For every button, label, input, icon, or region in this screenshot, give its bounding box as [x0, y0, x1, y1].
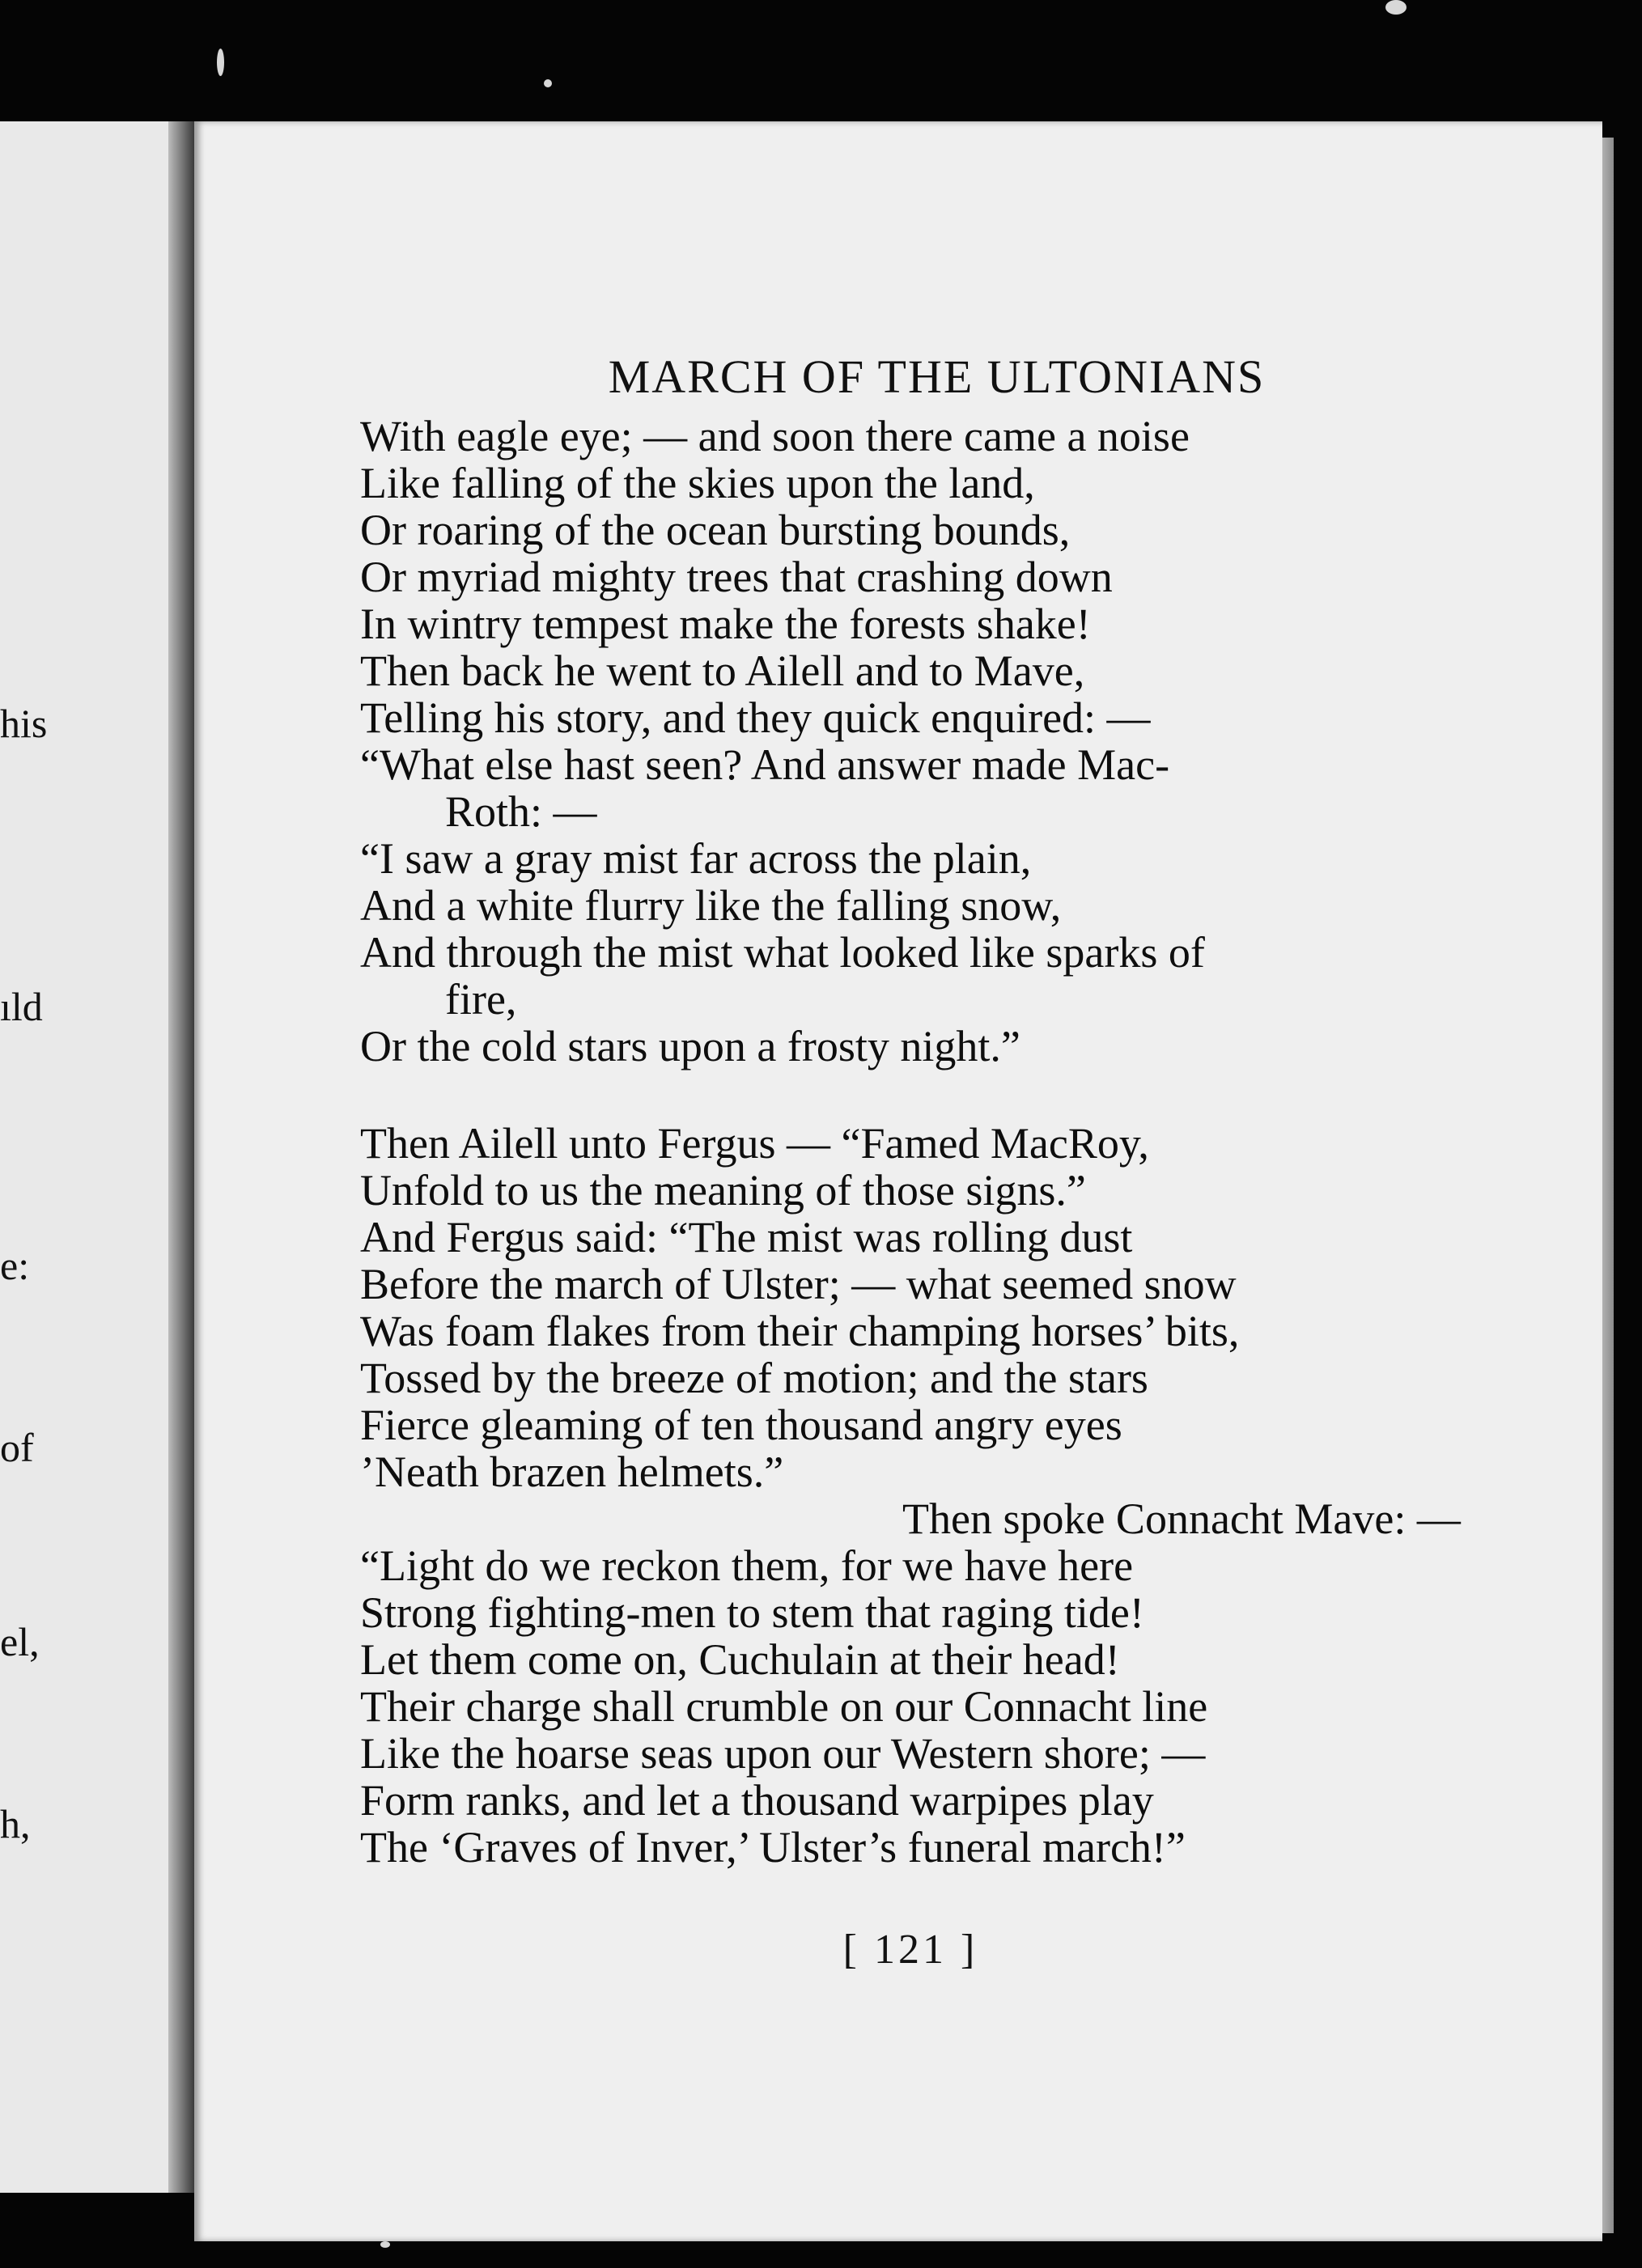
poem-text — [360, 413, 1542, 1871]
stanza-break — [360, 1070, 1542, 1120]
left-page-fragment: ıld — [0, 984, 43, 1029]
verse-line: Fierce gleaming of ten thousand angry eyes — [360, 1401, 1122, 1449]
verse-line: “Light do we reckon them, for we have here — [360, 1541, 1134, 1590]
verse-line: Like the hoarse seas upon our Western shore; — — [360, 1729, 1206, 1778]
verse-line: Their charge shall crumble on our Connacht line — [360, 1682, 1208, 1731]
verse-line: Like falling of the skies upon the land, — [360, 459, 1035, 507]
verse-line: Then back he went to Ailell and to Mave, — [360, 646, 1085, 695]
left-page-fragment: of — [0, 1425, 34, 1470]
verse-line: And through the mist what looked like sparks of — [360, 928, 1205, 977]
verse-line: Roth: — — [445, 787, 597, 836]
verse-line: Was foam flakes from their champing horses’ bits, — [360, 1307, 1240, 1355]
verse-line: Telling his story, and they quick enquired: — — [360, 693, 1151, 742]
page-number: [ 121 ] — [842, 1927, 978, 1973]
previous-page — [0, 121, 187, 2193]
left-page-fragment: e: — [0, 1243, 30, 1288]
verse-line: Form ranks, and let a thousand warpipes play — [360, 1776, 1154, 1825]
verse-line: Strong fighting-men to stem that raging tide! — [360, 1588, 1144, 1637]
verse-line: The ‘Graves of Inver,’ Ulster’s funeral march!” — [360, 1823, 1186, 1872]
verse-line: In wintry tempest make the forests shake! — [360, 600, 1091, 648]
left-page-fragment: h, — [0, 1801, 31, 1846]
verse-line: ’Neath brazen helmets.” — [360, 1448, 784, 1496]
book-page — [194, 121, 1602, 2241]
dust-speck — [544, 79, 552, 87]
dust-speck — [380, 2241, 390, 2248]
verse-line: “What else hast seen? And answer made Mac- — [360, 740, 1170, 789]
verse-line: Tossed by the breeze of motion; and the stars — [360, 1354, 1148, 1402]
left-page-fragment: el, — [0, 1619, 40, 1664]
verse-line: Or the cold stars upon a frosty night.” — [360, 1022, 1020, 1070]
verse-line: Then spoke Connacht Mave: — — [902, 1494, 1461, 1543]
dust-speck — [1385, 0, 1407, 15]
verse-line: “I saw a gray mist far across the plain, — [360, 834, 1032, 883]
verse-line: And Fergus said: “The mist was rolling dust — [360, 1213, 1133, 1261]
verse-line: Let them come on, Cuchulain at their head! — [360, 1635, 1120, 1684]
dust-speck — [217, 49, 224, 76]
verse-line: And a white flurry like the falling snow, — [360, 881, 1062, 930]
verse-line: fire, — [445, 975, 517, 1024]
running-head: MARCH OF THE ULTONIANS — [608, 350, 1266, 403]
verse-line: Before the march of Ulster; — what seemed snow — [360, 1260, 1237, 1308]
verse-line: Or myriad mighty trees that crashing down — [360, 553, 1113, 601]
verse-line: Then Ailell unto Fergus — “Famed MacRoy, — [360, 1119, 1149, 1168]
verse-line: Or roaring of the ocean bursting bounds, — [360, 506, 1071, 554]
left-page-fragment: his — [0, 701, 48, 746]
verse-line: Unfold to us the meaning of those signs.” — [360, 1166, 1086, 1215]
verse-line: With eagle eye; — and soon there came a noise — [360, 412, 1190, 460]
